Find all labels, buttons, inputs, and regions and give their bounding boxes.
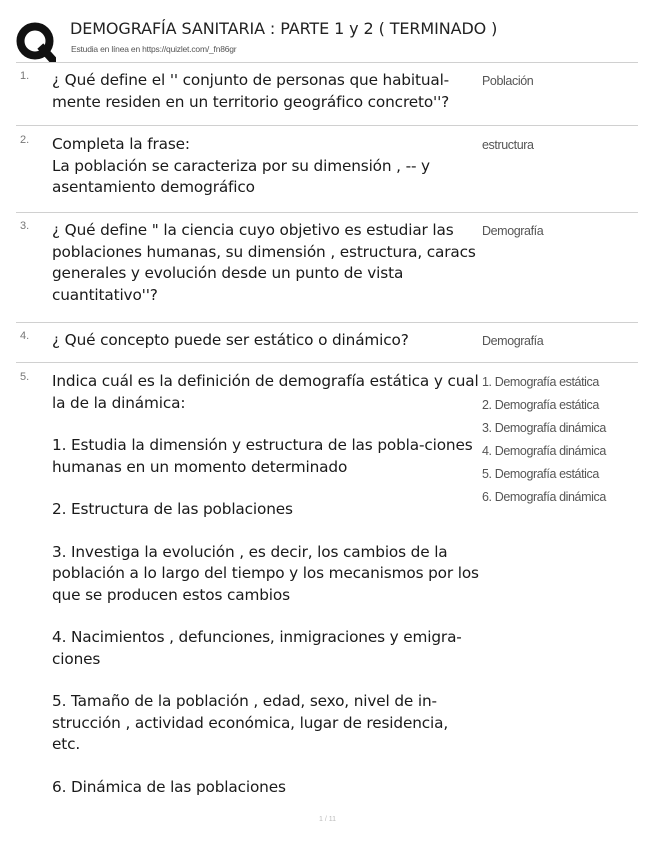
definition-text: estructura <box>482 138 534 152</box>
card-definition <box>482 330 632 353</box>
term-text: 1. Estudia la dimensión y estructura de las pobla-ciones humanas en un momento determinado <box>52 436 473 476</box>
card-definition <box>482 220 632 243</box>
definition-text: Población <box>482 74 534 88</box>
document-subtitle: Estudia en línea en https://quizlet.com/_fn86gr <box>71 44 237 54</box>
document-title: DEMOGRAFÍA SANITARIA : PARTE 1 y 2 ( TERMINADO ) <box>70 19 498 38</box>
card-definition <box>482 134 632 157</box>
term-text: 6. Dinámica de las poblaciones <box>52 777 286 796</box>
card-term <box>52 330 480 352</box>
definition-text: 6. Demografía dinámica <box>482 490 606 504</box>
card-term <box>52 371 480 798</box>
card-number: 2. <box>20 134 30 146</box>
card-term <box>52 134 480 199</box>
term-text: Completa la frase: <box>52 135 190 153</box>
divider <box>16 125 638 126</box>
document-header <box>16 16 638 62</box>
page-number: 1 / 11 <box>319 816 336 823</box>
term-text: 3. Investiga la evolución , es decir, los cambios de la población a lo largo del tiempo y los mecanismos por los que se producen estos cambios <box>52 542 479 604</box>
card-number: 5. <box>20 371 30 383</box>
divider <box>16 212 638 213</box>
card-number: 4. <box>20 330 30 342</box>
quizlet-logo-icon <box>16 22 56 62</box>
card-term <box>52 70 480 113</box>
definition-text: 2. Demografía estática <box>482 398 599 412</box>
card-number: 1. <box>20 70 30 82</box>
definition-text: 1. Demografía estática <box>482 375 599 389</box>
divider <box>16 362 638 363</box>
term-text: 4. Nacimientos , defunciones, inmigraciones y emigra-ciones <box>52 628 462 668</box>
definition-text: Demografía <box>482 334 544 348</box>
term-text: ¿ Qué concepto puede ser estático o dinámico? <box>52 331 409 349</box>
card-definition <box>482 70 632 93</box>
divider <box>16 62 638 63</box>
term-text: La población se caracteriza por su dimensión , -- y asentamiento demográfico <box>52 156 430 196</box>
term-text: 2. Estructura de las poblaciones <box>52 500 293 518</box>
card-definition <box>482 371 632 509</box>
term-text: Indica cuál es la definición de demografía estática y cual la de la dinámica: <box>52 372 479 412</box>
definition-text: 5. Demografía estática <box>482 467 599 481</box>
term-text: ¿ Qué define " la ciencia cuyo objetivo es estudiar las poblaciones humanas, su dimensión , estructura, caracs generales y evolución desde un punto de vista cuantitativo''? <box>52 221 476 304</box>
term-text: ¿ Qué define el '' conjunto de personas que habitual-mente residen en un territorio geográfico concreto''? <box>52 71 450 111</box>
definition-text: 4. Demografía dinámica <box>482 444 606 458</box>
definition-text: Demografía <box>482 224 544 238</box>
divider <box>16 322 638 323</box>
term-text: 5. Tamaño de la población , edad, sexo, nivel de in-strucción , actividad económica, lugar de residencia, etc. <box>52 692 449 753</box>
definition-text: 3. Demografía dinámica <box>482 421 606 435</box>
card-number: 3. <box>20 220 30 232</box>
card-term <box>52 220 480 306</box>
